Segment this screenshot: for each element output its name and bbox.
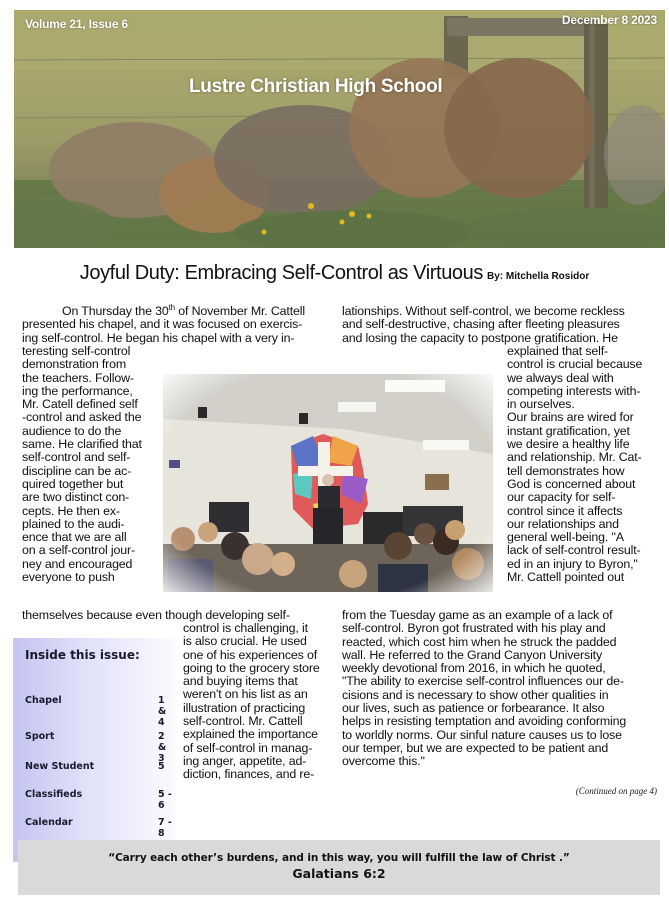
issue-volume: Volume 21, Issue 6 <box>25 17 128 31</box>
toc-item-chapel[interactable] <box>25 695 175 728</box>
text-line: are two distinct con- <box>22 490 130 505</box>
toc-label: Classifieds <box>25 789 83 800</box>
text-line: lack of self-control result- <box>507 543 641 558</box>
text-line: and losing the capacity to postpone gratification. He <box>342 330 618 345</box>
text-line: ney and encouraged <box>22 556 133 571</box>
text-line: of self-control in manag- <box>183 740 313 755</box>
article-col1-wrap-left <box>22 345 162 584</box>
text-line: control is crucial because <box>507 357 643 372</box>
text-line: reacted, which cost him when he struck the padded <box>342 634 617 649</box>
text-line: our capacity for self- <box>507 490 616 505</box>
inside-issue-title: Inside this issue: <box>25 648 140 662</box>
article-title: Joyful Duty: Embracing Self-Control as Virtuous <box>79 262 483 284</box>
article-col2-bottom <box>342 609 664 769</box>
article-headline <box>0 262 669 285</box>
text-line: lationships. Without self-control, we become reckless <box>342 304 625 318</box>
scripture-reference: Galatians 6:2 <box>292 866 386 881</box>
text-line: and self-destructive, chasing after fleeting pleasures <box>342 317 620 332</box>
text-line: themselves because even though developing self- <box>22 608 290 622</box>
text-line: cisions and is necessary to show other qualities in <box>342 687 609 702</box>
text-line: to worldly norms. Our sinful nature causes us to lose <box>342 727 622 742</box>
text-fragment: of November Mr. Cattell <box>174 304 305 318</box>
text-line: instant gratification, yet <box>507 423 630 438</box>
text-line: plained to the audi- <box>22 516 125 531</box>
text-line: the teachers. Follow- <box>22 370 134 385</box>
toc-item-sport[interactable] <box>25 731 175 764</box>
text-line: cepts. He then ex- <box>22 503 120 518</box>
text-line: diction, finances, and re- <box>183 767 315 782</box>
text-line: our temper, but we are expected to be patient and <box>342 740 609 755</box>
toc-page: 2 & 3 <box>158 731 167 764</box>
text-line: Mr. Catell defined self <box>22 397 138 412</box>
text-line: weren't on his list as an <box>183 687 308 702</box>
text-line: teresting self-control <box>22 344 131 358</box>
chapel-photo <box>163 374 493 592</box>
text-line: demonstration from <box>22 357 127 372</box>
text-line: ed in an injury to Byron," <box>507 556 638 571</box>
continued-note[interactable]: (Continued on page 4) <box>575 786 657 796</box>
text-line: control since it affects <box>507 503 623 518</box>
text-line: we desire a healthy life <box>507 437 630 452</box>
text-line: in ourselves. <box>507 397 575 412</box>
text-line: quired together but <box>22 476 124 491</box>
scripture-quote-box <box>18 840 660 895</box>
toc-page: 5 - 6 <box>158 789 172 811</box>
text-line: weekly devotional from 2016, in which he quoted, <box>342 661 606 676</box>
text-line: ing the performance, <box>22 383 133 398</box>
issue-date: December 8 2023 <box>561 13 657 27</box>
text-line: tell demonstrates how <box>507 463 625 478</box>
text-line: explained that self- <box>507 344 609 358</box>
article-col1-intro <box>22 302 340 345</box>
toc-label: Calendar <box>25 817 73 828</box>
text-line: everyone to push <box>22 570 115 585</box>
toc-item-classifieds[interactable] <box>25 789 175 811</box>
toc-label: New Student <box>25 761 95 772</box>
school-name-title: Lustre Christian High School <box>189 76 443 97</box>
text-line: from the Tuesday game as an example of a lack of <box>342 608 613 622</box>
text-line: illustration of practicing <box>183 700 306 715</box>
text-line: helps in resisting temptation and avoiding conforming <box>342 714 627 729</box>
toc-item-calendar[interactable] <box>25 817 175 839</box>
article-byline: By: Mitchella Rosidor <box>486 271 590 282</box>
text-line: self-control. Mr. Cattell <box>183 714 303 729</box>
text-line: overcome this." <box>342 754 425 769</box>
toc-page: 5 <box>158 761 165 772</box>
toc-item-new-student[interactable] <box>25 761 175 775</box>
text-line: ence that we are all <box>22 530 127 545</box>
text-line: self-control. Byron got frustrated with his play and <box>342 621 606 636</box>
article-col2-top <box>342 305 664 345</box>
text-line: and buying items that <box>183 674 298 689</box>
text-line: self-control and self- <box>22 450 131 465</box>
text-line: ing self-control. He began his chapel with a very in- <box>22 330 295 345</box>
text-fragment: On Thursday the 30 <box>62 304 169 318</box>
text-line: audience to do the <box>22 423 122 438</box>
text-line: our relationships and <box>507 516 619 531</box>
text-line: God is concerned about <box>507 476 636 491</box>
toc-page: 7 - 8 <box>158 817 172 839</box>
text-line: control is challenging, it <box>183 621 308 635</box>
toc-label: Sport <box>25 731 55 742</box>
text-line: discipline can be ac- <box>22 463 132 478</box>
text-line: our lives, such as patience or forbearance. It also <box>342 701 605 716</box>
text-line: competing interests with- <box>507 383 641 398</box>
tumbleweed-fence-photo <box>14 10 665 248</box>
scripture-quote-text: “Carry each other’s burdens, and in this way, you will fulfill the law of Christ .” <box>108 852 570 864</box>
text-line: general well-being. "A <box>507 530 624 545</box>
text-line: is also crucial. He used <box>183 634 307 649</box>
text-line: on a self-control jour- <box>22 543 135 558</box>
toc-label: Chapel <box>25 695 62 706</box>
text-line: presented his chapel, and it was focused on exercis- <box>22 317 303 332</box>
text-line: same. He clarified that <box>22 437 142 452</box>
text-line: explained the importance <box>183 727 318 742</box>
toc-page: 1 & 4 <box>158 695 167 728</box>
text-line: Mr. Cattell pointed out <box>507 570 625 585</box>
text-line: and relationship. Mr. Cat- <box>507 450 642 465</box>
inside-this-issue-box <box>13 638 175 862</box>
text-line: we always deal with <box>507 370 614 385</box>
text-line: ing anger, appetite, ad- <box>183 753 307 768</box>
article-col2-wrap-right <box>507 345 665 584</box>
text-line: Our brains are wired for <box>507 410 634 425</box>
text-line: "The ability to exercise self-control influences our de- <box>342 674 624 689</box>
ordinal-suffix: th <box>168 302 175 312</box>
text-line: wall. He referred to the Grand Canyon University <box>342 647 603 662</box>
text-line: going to the grocery store <box>183 660 320 675</box>
article-col1-wrap-right <box>183 622 338 782</box>
text-line: one of his experiences of <box>183 647 318 662</box>
text-line: -control and asked the <box>22 410 142 425</box>
text-line <box>22 302 340 318</box>
masthead-banner <box>14 10 665 248</box>
